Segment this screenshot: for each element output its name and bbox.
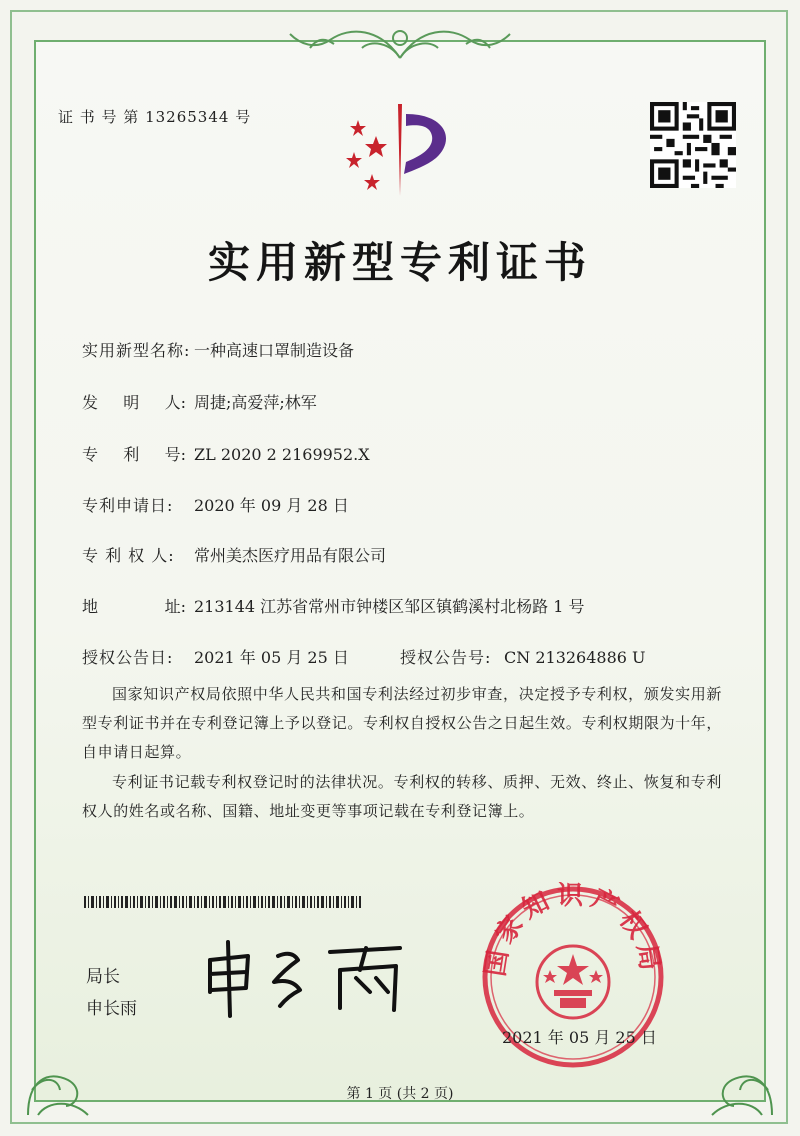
bottom-left-ornament-icon [18, 1020, 98, 1120]
filing-date-row [82, 493, 349, 516]
patent-number-label: 专 利 号: [82, 445, 186, 464]
director-signature [190, 930, 430, 1020]
address-label: 地 址: [82, 597, 186, 616]
signer-title: 局长 [86, 967, 120, 987]
grant-date-label: 授权公告日: [82, 648, 174, 667]
inventor-row [82, 390, 317, 413]
address-value: 213144 江苏省常州市钟楼区邹区镇鹤溪村北杨路 1 号 [194, 597, 585, 616]
seal-date: 2021 年 05 月 25 日 [502, 1028, 657, 1047]
inventor-value: 周捷;高爱萍;林军 [194, 393, 317, 412]
utility-name-value: 一种高速口罩制造设备 [194, 341, 355, 360]
patent-number-value: ZL 2020 2 2169952.X [194, 445, 370, 464]
certificate-number: 证 书 号 第 13265344 号 [58, 108, 252, 126]
address-row [82, 594, 585, 617]
grant-number-row [400, 645, 646, 668]
grant-number-label: 授权公告号: [400, 648, 492, 667]
grant-number-value: CN 213264886 U [504, 648, 646, 667]
patent-office-emblem-icon [336, 100, 466, 200]
filing-date-label: 专利申请日: [82, 496, 174, 515]
body-paragraph-1: 国家知识产权局依照中华人民共和国专利法经过初步审查，决定授予专利权，颁发实用新型专利证书并在专利登记簿上予以登记。专利权自授权公告之日起生效。专利权期限为十年，自申请日起算。 [82, 685, 722, 761]
utility-name-row [82, 338, 354, 361]
filing-date-value: 2020 年 09 月 28 日 [194, 496, 349, 515]
svg-text:国家知识产权局: 国家知识产权局 [480, 882, 666, 979]
grant-date-value: 2021 年 05 月 25 日 [194, 648, 349, 667]
top-ornament-icon [270, 18, 530, 64]
patentee-row [82, 543, 386, 566]
body-paragraph-2: 专利证书记载专利权登记时的法律状况。专利权的转移、质押、无效、终止、恢复和专利权人的姓名或名称、国籍、地址变更等事项记载在专利登记簿上。 [82, 773, 722, 820]
certificate-title: 实用新型专利证书 [207, 238, 592, 287]
patent-number-row [82, 442, 370, 465]
bottom-right-ornament-icon [702, 1020, 782, 1120]
grant-date-row [82, 645, 349, 668]
barcode [84, 896, 364, 908]
qr-code [650, 102, 736, 188]
page-number: 第 1 页 (共 2 页) [346, 1086, 454, 1102]
patentee-label: 专 利 权 人: [82, 546, 175, 565]
signer-name: 申长雨 [86, 999, 137, 1019]
patentee-value: 常州美杰医疗用品有限公司 [194, 546, 387, 565]
utility-name-label: 实用新型名称: [82, 341, 191, 360]
inventor-label: 发 明 人: [82, 393, 186, 412]
